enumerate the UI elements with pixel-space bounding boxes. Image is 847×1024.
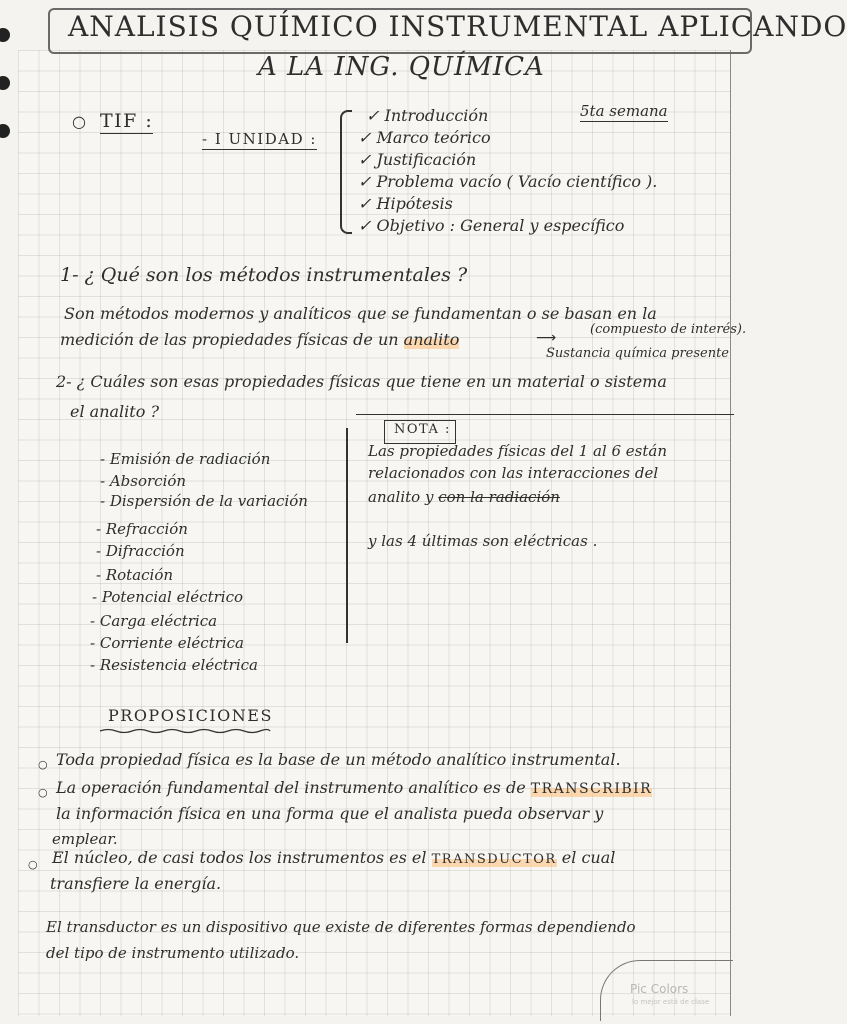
transductor-keyword: TRANSDUCTOR <box>431 852 557 867</box>
answer-1-line2: medición de las propiedades físicas de un analito <box>60 330 460 349</box>
watermark-logo: Pic Colors <box>630 982 689 996</box>
week-label: 5ta semana <box>580 102 668 120</box>
proposiciones-heading: PROPOSICIONES <box>108 706 273 725</box>
page-title-line1: ANALISIS QUÍMICO INSTRUMENTAL APLICANDO <box>68 10 847 43</box>
property-item: - Corriente eléctrica <box>90 634 244 652</box>
tif-item: ✓ Justificación <box>358 150 477 169</box>
tif-item: ✓ Marco teórico <box>358 128 491 147</box>
proposition-2-line1: La operación fundamental del instrumento analítico es de TRANSCRIBIR <box>56 778 653 797</box>
bullet-circle: ○ <box>38 758 48 771</box>
bracket <box>340 110 352 234</box>
property-item: - Resistencia eléctrica <box>90 656 258 674</box>
heading-underline <box>100 728 270 734</box>
tif-item: ✓ Hipótesis <box>358 194 453 213</box>
answer-1-line1: Son métodos modernos y analíticos que se fundamentan o se basan en la <box>64 304 657 323</box>
unit-label: - I UNIDAD : <box>202 130 317 148</box>
transcribir-keyword: TRANSCRIBIR <box>530 781 653 797</box>
tif-item: ✓ Problema vacío ( Vacío científico ). <box>358 172 658 191</box>
proposition-3-line1: El núcleo, de casi todos los instrumentos es el TRANSDUCTOR el cual <box>52 848 616 867</box>
analito-keyword: analito <box>403 330 460 349</box>
property-item: - Refracción <box>96 520 188 538</box>
bullet-circle: ○ <box>38 786 48 799</box>
struck-text: con la radiación <box>438 488 560 506</box>
page-title-line2: A LA ING. QUÍMICA <box>258 52 545 82</box>
nota-left-rule <box>346 428 348 643</box>
property-item: - Carga eléctrica <box>90 612 218 630</box>
property-item: - Potencial eléctrico <box>92 588 244 606</box>
property-item: - Emisión de radiación <box>100 450 271 468</box>
question-1: 1- ¿ Qué son los métodos instrumentales ? <box>60 264 468 286</box>
property-item: - Dispersión de la variación <box>100 492 308 510</box>
tif-item: ✓ Introducción <box>366 106 489 125</box>
nota-line4: y las 4 últimas son eléctricas . <box>368 532 598 550</box>
question-2-line1: 2- ¿ Cuáles son esas propiedades físicas que tiene en un material o sistema <box>56 372 667 391</box>
property-item: - Difracción <box>96 542 185 560</box>
nota-line3: analito y con la radiación <box>368 488 560 506</box>
nota-label: NOTA : <box>394 422 451 437</box>
proposition-2-line2: la información física en una forma que el analista pueda observar y <box>56 804 604 823</box>
property-item: - Absorción <box>100 472 187 490</box>
watermark-tagline: lo mejor está de clase <box>632 998 710 1006</box>
proposition-4-line1: El transductor es un dispositivo que existe de diferentes formas dependiendo <box>46 918 636 936</box>
proposition-4-line2: del tipo de instrumento utilizado. <box>46 944 300 962</box>
bullet-circle: ○ <box>28 858 38 871</box>
proposition-2-line3: emplear. <box>52 830 118 848</box>
annotation-substance: Sustancia química presente <box>546 346 730 361</box>
bullet-circle: ○ <box>72 112 86 131</box>
proposition-3-line2: transfiere la energía. <box>50 874 222 893</box>
annotation-compound: (compuesto de interés). <box>590 322 747 337</box>
question-2-line2: el analito ? <box>70 402 160 421</box>
nota-line1: Las propiedades físicas del 1 al 6 están <box>368 442 667 460</box>
property-item: - Rotación <box>96 566 174 584</box>
tif-label: TIF : <box>100 110 154 132</box>
nota-line2: relacionados con las interacciones del <box>368 464 659 482</box>
nota-top-rule <box>356 414 734 415</box>
proposition-1: Toda propiedad física es la base de un método analítico instrumental. <box>56 750 621 769</box>
tif-item: ✓ Objetivo : General y específico <box>358 216 625 235</box>
arrow-icon: ⟶ <box>536 330 557 346</box>
